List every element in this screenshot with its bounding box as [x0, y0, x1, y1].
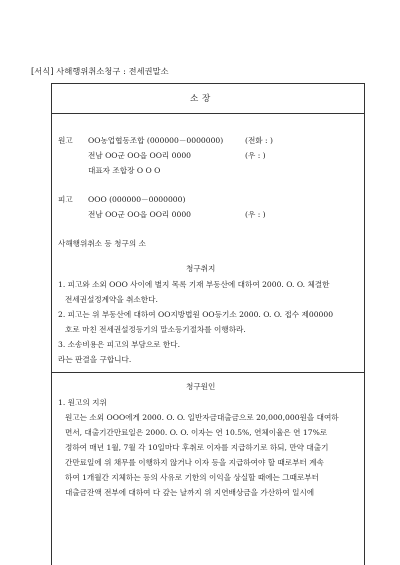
plaintiff-postal: (우 : ): [245, 151, 266, 160]
form-header: [서식] 사해행위취소청구 : 전세권말소: [31, 66, 169, 76]
document-title: 소 장: [190, 94, 211, 104]
claim-purpose-heading: 청구취지: [186, 264, 216, 273]
claim-purpose-line: 1. 피고와 소외 OOO 사이에 별지 목록 기재 부동산에 대하여 2000. O. O. 체결한: [58, 280, 330, 289]
claim-purpose-line: 2. 피고는 위 부동산에 대하여 OO지방법원 OO등기소 2000. O. O. 접수 제00000: [58, 310, 334, 319]
claim-purpose-line: 호로 마친 전세권설정등기의 말소등기절차를 이행하라.: [65, 325, 246, 334]
claim-cause-line: 하여 1개월간 지체하는 등의 사유로 기한의 이익을 상실할 때에는 그때로부터: [65, 473, 319, 482]
claim-cause-subheading: 1. 원고의 지위: [58, 398, 107, 407]
title-divider: [51, 113, 365, 114]
claim-cause-line: 대출금잔액 전부에 대하여 다 갚는 날까지 위 지연배상금을 가산하여 일시에: [65, 488, 315, 497]
plaintiff-representative: 대표자 조합장 O O O: [88, 166, 161, 175]
claim-cause-line: 원고는 소외 OOO에게 2000. O. O. 일반자금대출금으로 20,000,000원을 대여하: [65, 413, 339, 422]
case-name: 사해행위취소 등 청구의 소: [58, 239, 146, 248]
claim-cause-line: 간만료일에 위 채무를 이행하지 않거나 이자 등을 지급하여야 할 때로부터 계속: [65, 458, 324, 467]
claim-purpose-line: 전세권설정계약을 취소한다.: [65, 295, 158, 304]
plaintiff-label: 원고: [58, 136, 73, 145]
claim-cause-line: 면서, 대출기간만료일은 2000. O. O. 이자는 연 10.5%, 연체이율은 연 17%로: [65, 428, 328, 437]
claim-cause-line: 정하여 매년 1월, 7월 각 10일마다 후취로 이자를 지급하기로 하되, 만약 대출기: [65, 443, 329, 452]
claim-purpose-closing: 라는 판결을 구합니다.: [58, 355, 132, 364]
section-divider: [51, 372, 365, 373]
plaintiff-address: 전남 OO군 OO읍 OO리 0000: [88, 151, 192, 160]
plaintiff-name: OO농업협동조합 (000000－0000000): [88, 136, 224, 145]
plaintiff-phone: (전화 : ): [245, 136, 273, 145]
defendant-label: 피고: [58, 195, 73, 204]
defendant-postal: (우 : ): [245, 210, 266, 219]
defendant-address: 전남 OO군 OO읍 OO리 0000: [88, 210, 192, 219]
claim-cause-heading: 청구원인: [186, 382, 216, 391]
claim-purpose-line: 3. 소송비용은 피고의 부담으로 한다.: [58, 340, 181, 349]
defendant-name: OOO (000000－0000000): [88, 195, 186, 204]
